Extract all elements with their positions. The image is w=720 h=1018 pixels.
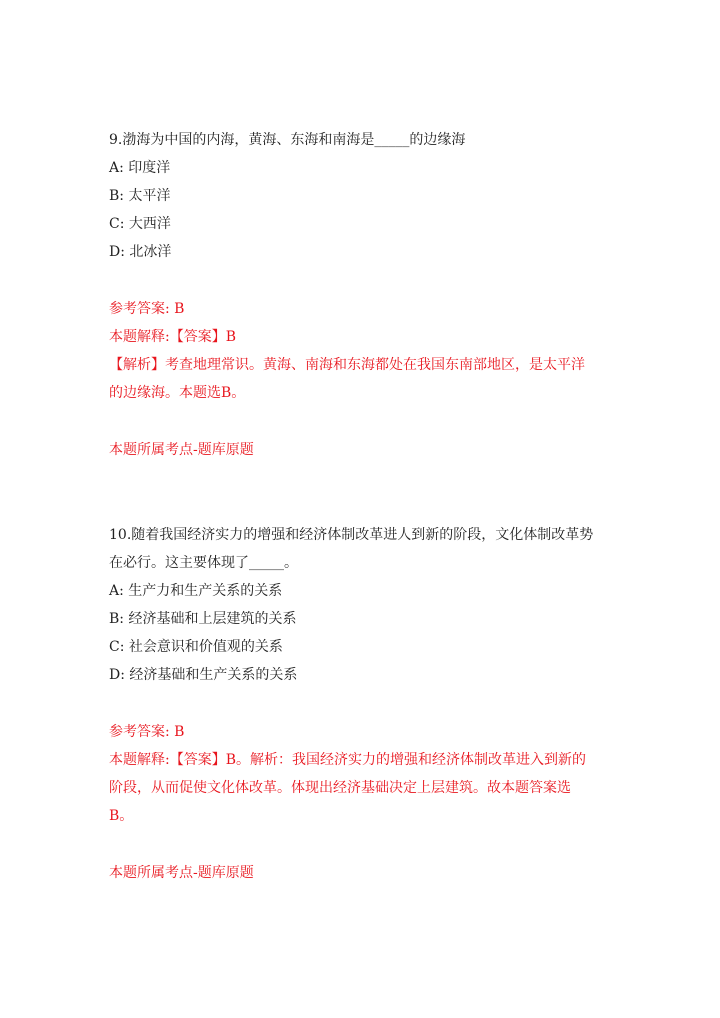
question-stem: 10.随着我国经济实力的增强和经济体制改革进人到新的阶段，文化体制改革势: [109, 527, 594, 543]
explanation-line: 的边缘海。本题选B。: [109, 385, 246, 401]
reference-answer: 参考答案: B: [109, 301, 185, 317]
option-a: A: 印度洋: [109, 160, 171, 176]
explanation-line: 阶段，从而促使文化体改革。体现出经济基础决定上层建筑。故本题答案选: [109, 780, 571, 796]
explanation-line: B。: [109, 808, 134, 824]
explanation-line: 【解析】考查地理常识。黄海、南海和东海都处在我国东南部地区，是太平洋: [109, 357, 585, 373]
question-source: 本题所属考点-题库原题: [109, 865, 254, 881]
option-b: B: 太平洋: [109, 188, 171, 204]
option-d: D: 经济基础和生产关系的关系: [109, 667, 298, 683]
option-c: C: 大西洋: [109, 216, 171, 232]
option-b: B: 经济基础和上层建筑的关系: [109, 611, 297, 627]
question-stem: 在必行。这主要体现了_____。: [109, 555, 298, 571]
reference-answer: 参考答案: B: [109, 724, 185, 740]
option-c: C: 社会意识和价值观的关系: [109, 639, 283, 655]
option-a: A: 生产力和生产关系的关系: [109, 583, 283, 599]
explanation-line: 本题解释:【答案】B。解析：我国经济实力的增强和经济体制改革进入到新的: [109, 752, 587, 768]
question-source: 本题所属考点-题库原题: [109, 442, 254, 458]
explanation-line: 本题解释:【答案】B: [109, 329, 237, 345]
question-stem: 9.渤海为中国的内海，黄海、东海和南海是_____的边缘海: [109, 132, 466, 148]
option-d: D: 北冰洋: [109, 244, 172, 260]
